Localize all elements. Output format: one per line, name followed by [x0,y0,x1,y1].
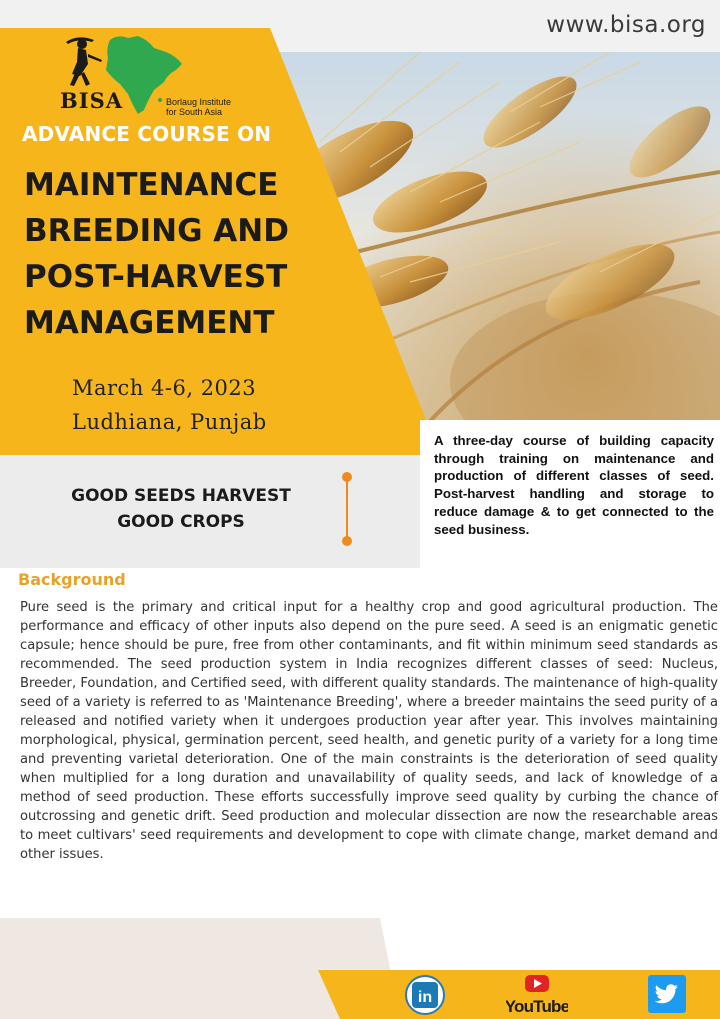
course-date: March 4-6, 2023 [72,376,257,400]
logo-wordmark: BISA [60,88,124,113]
course-title-line: MANAGEMENT [24,305,275,341]
tagline [40,483,322,535]
course-title-line: BREEDING AND [24,213,289,249]
course-title-line: POST-HARVEST [24,259,288,295]
course-location: Ludhiana, Punjab [72,410,267,434]
logo-subtitle [166,97,231,117]
logo-subtitle-line2: for South Asia [166,107,223,117]
course-intro: A three-day course of building capacity through training on maintenance and production of different classes of seed. Post-harvest handling and storage to reduce damage & to get connected to the seed business. [434,433,714,537]
course-pretitle: ADVANCE COURSE ON [22,122,272,146]
course-title-line: MAINTENANCE [24,167,279,203]
website-url[interactable]: www.bisa.org [546,12,706,38]
logo-subtitle-line1: Borlaug Institute [166,97,232,107]
linkedin-label: in [417,989,433,1006]
footer-band [0,918,720,1019]
tagline-line1: GOOD SEEDS HARVEST [71,486,291,506]
twitter-icon[interactable] [648,975,686,1013]
course-title [24,162,344,346]
background-heading: Background [18,570,126,589]
linkedin-icon[interactable] [405,975,445,1015]
background-body: Pure seed is the primary and critical input for a healthy crop and good agricultural production. The performance and efficacy of other inputs also depend on the pure seed. A seed is an enigmatic genetic capsule; hence should be pure, free from other contaminants, and fit within minimum seed standards as recommended. The seed production system in India recognizes different classes of seed: Nucleus, Breeder, Foundation, and Certified seed, with different quality standards. The maintenance of high-quality seed of a variety is referred to as 'Maintenance Breeding', where a breeder maintains the seed purity of a released and notified variety when it undergoes production year after year. This involves maintaining morphological, physical, germination percent, seed health, and genetic purity of a variety for a long time and preventing varietal deterioration. One of the main constraints is the deterioration of seed quality when multiplied for a long duration and unavailability of quality seeds, and lack of knowledge of a method of seed production. These efforts successfully improve seed quality by curbing the chance of outcrossing and genetic drift. Seed production and molecular dissection are now the researchable areas to meet cultivars' seed requirements and development to cope with climate change, market demand and other issues. [20,600,718,862]
youtube-label: YouTube [506,997,568,1015]
tagline-line2: GOOD CROPS [117,512,245,532]
timeline-divider [338,470,356,548]
youtube-icon[interactable] [506,975,568,1015]
